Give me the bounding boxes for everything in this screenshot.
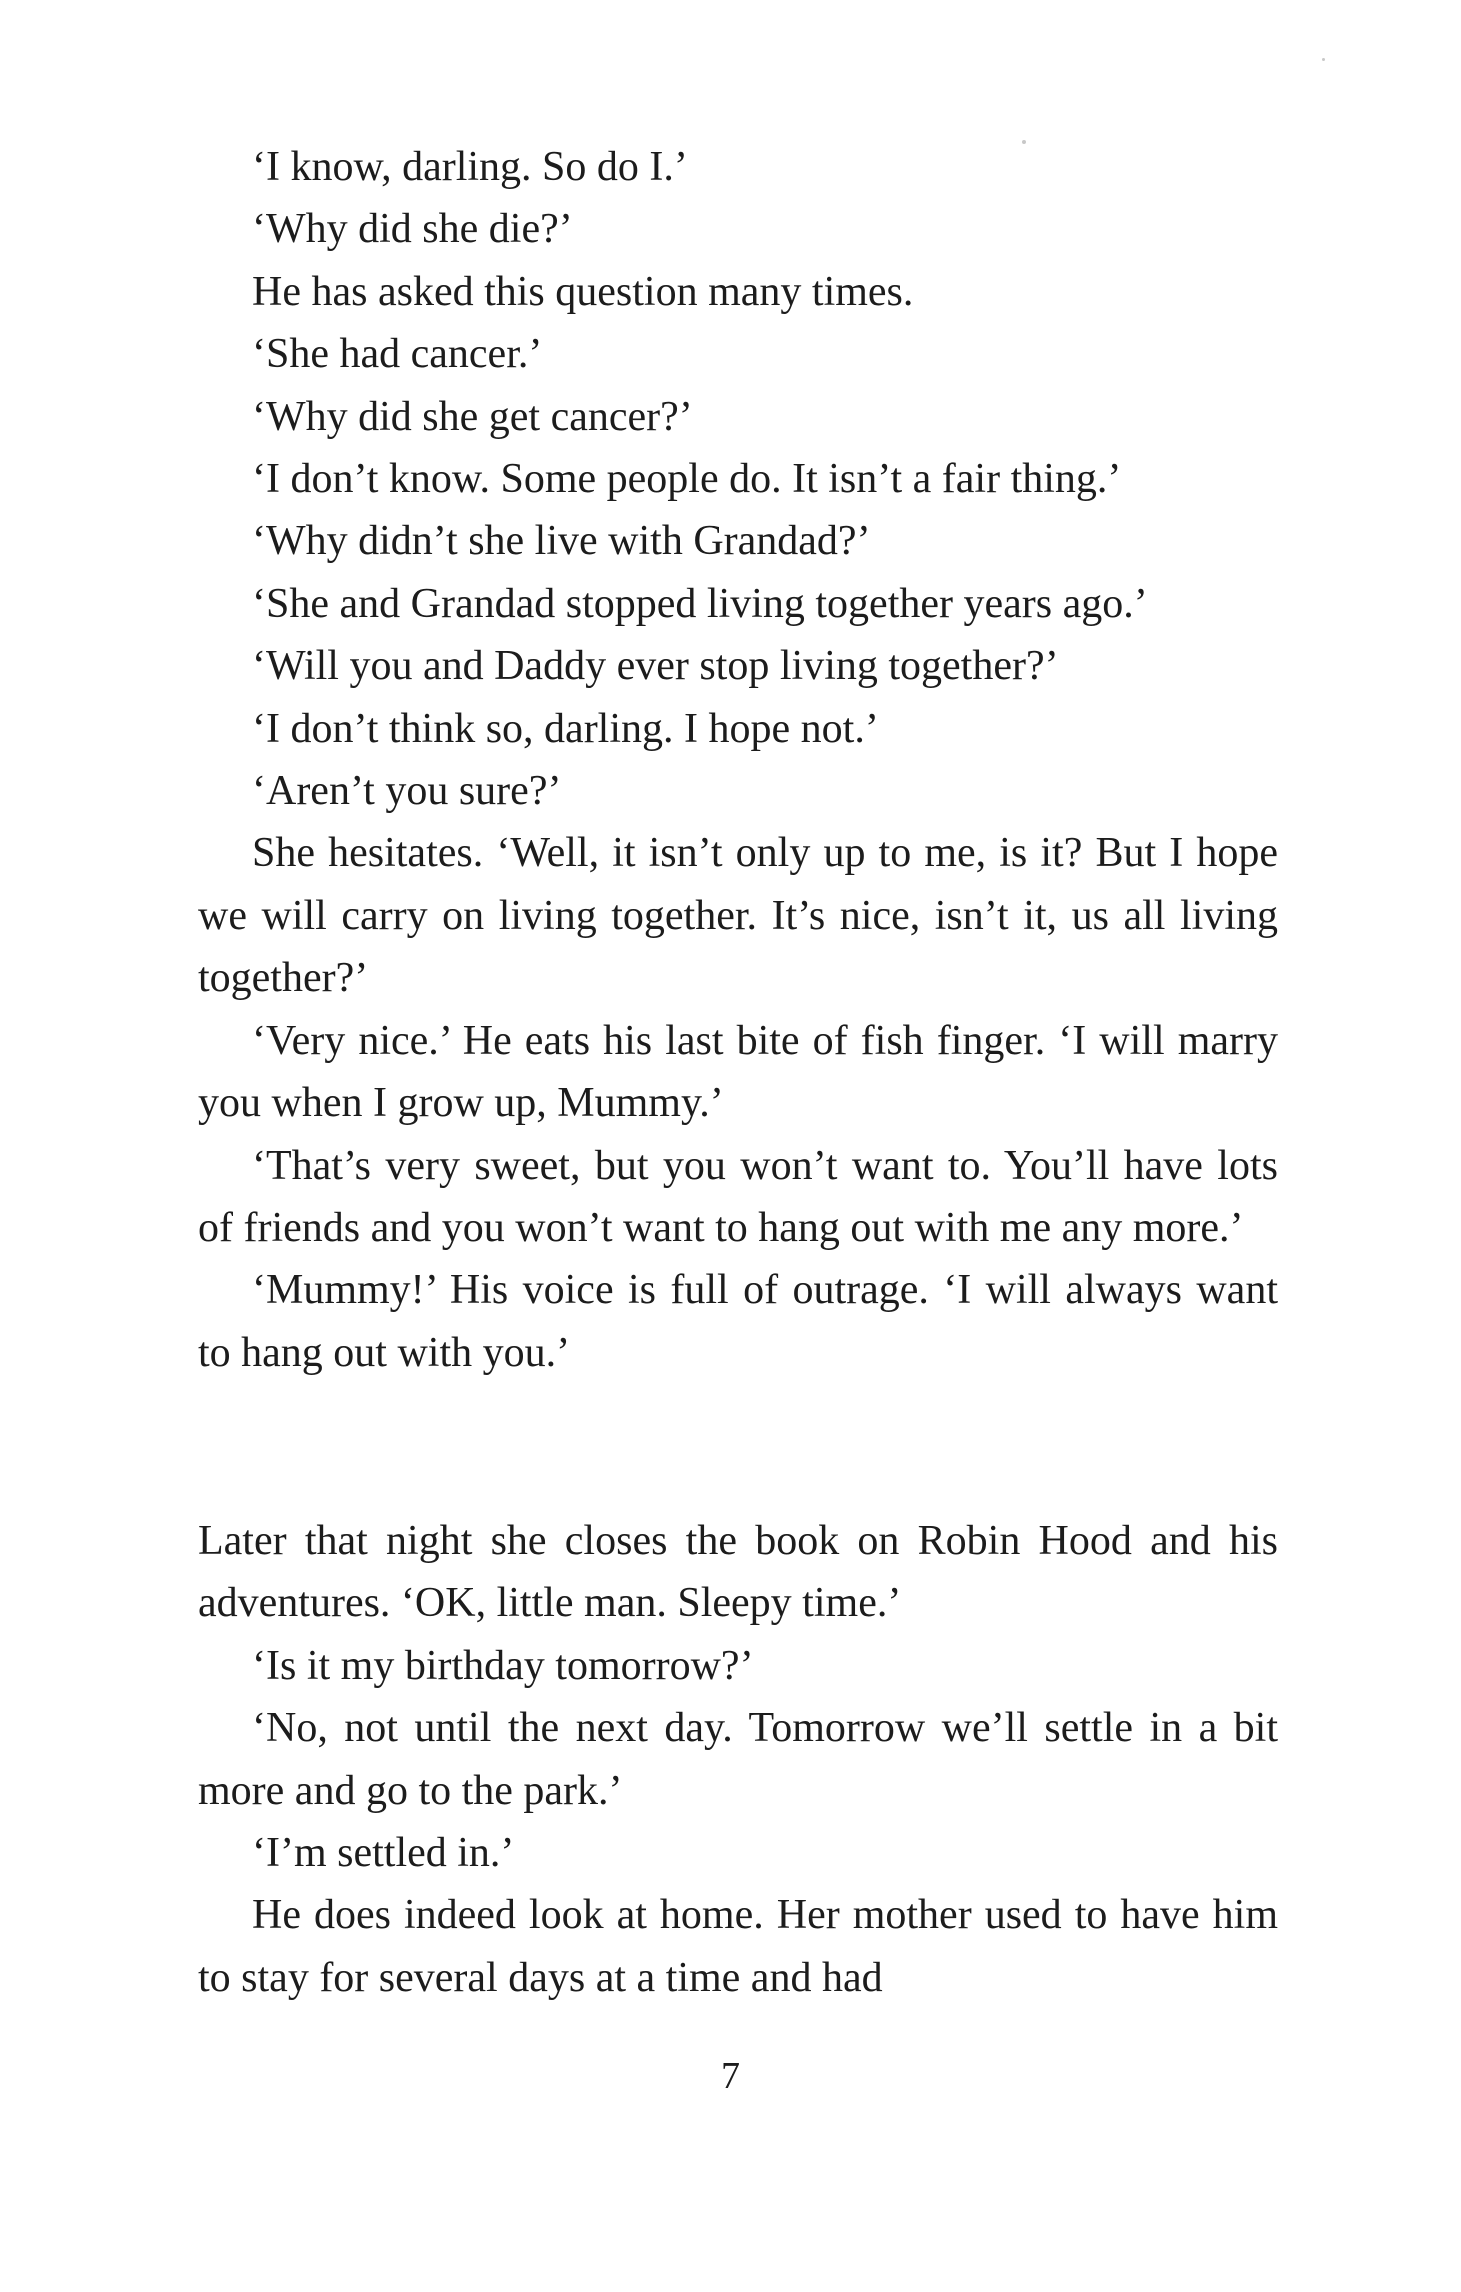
paragraph: ‘Why didn’t she live with Grandad?’	[252, 518, 871, 565]
paragraph: ‘Aren’t you sure?’	[252, 768, 562, 815]
paragraph: ‘I don’t think so, darling. I hope not.’	[252, 705, 879, 752]
paragraph: ‘She had cancer.’	[252, 331, 543, 378]
paragraph: She hesitates. ‘Well, it isn’t only up to me, is it? But I hope we will carry on living together. It’s nice, isn’t it, us all living together?’	[198, 830, 1278, 1002]
paragraph: ‘I don’t know. Some people do. It isn’t a fair thing.’	[252, 456, 1122, 503]
paragraph: ‘Is it my birthday tomorrow?’	[252, 1642, 754, 1689]
paragraph: ‘That’s very sweet, but you won’t want to. You’ll have lots of friends and you won’t want to hang out with me any more.’	[198, 1142, 1278, 1251]
paragraph: ‘Why did she get cancer?’	[252, 393, 693, 440]
paper-speck	[1022, 140, 1026, 144]
paragraph: He has asked this question many times.	[252, 268, 914, 315]
paragraph: Later that night she closes the book on Robin Hood and his adventures. ‘OK, little man. Sleepy time.’	[198, 1518, 1278, 1627]
paragraph: ‘Will you and Daddy ever stop living together?’	[252, 643, 1059, 690]
paragraph: ‘Mummy!’ His voice is full of outrage. ‘I will always want to hang out with you.’	[198, 1267, 1278, 1376]
text-section-1	[198, 136, 1278, 1384]
paragraph: ‘Why did she die?’	[252, 206, 573, 253]
paragraph: ‘She and Grandad stopped living together years ago.’	[252, 580, 1148, 627]
paragraph: He does indeed look at home. Her mother used to have him to stay for several days at a time and had	[198, 1892, 1278, 2001]
paragraph: ‘Very nice.’ He eats his last bite of fish finger. ‘I will marry you when I grow up, Mummy.’	[198, 1017, 1278, 1127]
page-number: 7	[721, 2055, 740, 2097]
paragraph: ‘I know, darling. So do I.’	[252, 144, 688, 190]
paragraph: ‘No, not until the next day. Tomorrow we’ll settle in a bit more and go to the park.’	[198, 1705, 1278, 1814]
paper-speck	[1322, 58, 1325, 61]
text-section-2	[198, 1510, 1278, 2009]
paragraph: ‘I’m settled in.’	[252, 1830, 515, 1877]
